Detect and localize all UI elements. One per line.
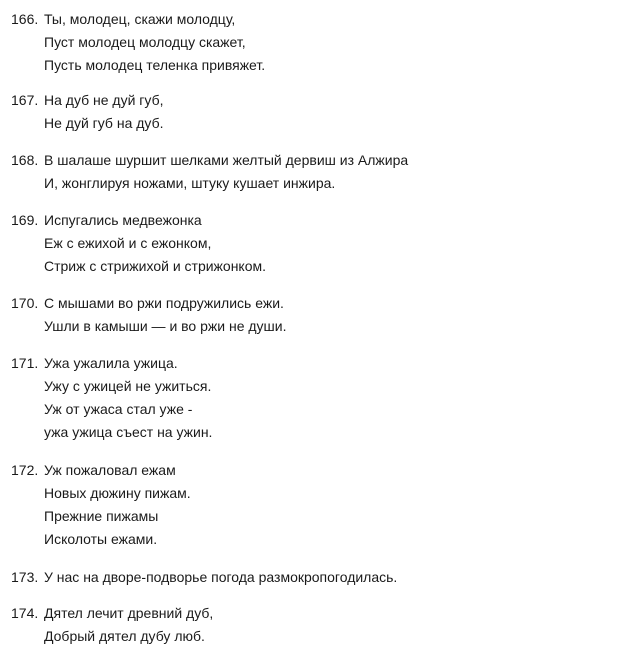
item-number: 171.	[11, 355, 39, 371]
item-text	[44, 292, 286, 338]
item-number: 168.	[11, 152, 39, 168]
item-number: 169.	[11, 212, 39, 228]
item-number: 173.	[11, 569, 39, 585]
text-line: Уж пожаловал ежам	[44, 462, 176, 478]
text-line: На дуб не дуй губ,	[44, 92, 164, 108]
item-number: 170.	[11, 295, 39, 311]
list-item	[11, 8, 265, 77]
text-line: ужа ужица съест на ужин.	[44, 424, 213, 440]
list-item	[11, 459, 191, 551]
text-line: Уж от ужаса стал уже -	[44, 401, 193, 417]
text-line: Ужу с ужицей не ужиться.	[44, 378, 212, 394]
item-text	[44, 8, 265, 77]
list-item	[11, 292, 286, 338]
text-line: Еж с ежихой и с ежонком,	[44, 235, 212, 251]
list-item	[11, 209, 266, 278]
item-text	[44, 89, 163, 135]
item-number: 166.	[11, 11, 39, 27]
item-number: 167.	[11, 92, 39, 108]
text-line: Ужа ужалила ужица.	[44, 355, 178, 371]
list-item	[11, 352, 212, 444]
list-item	[11, 149, 408, 195]
list-item	[11, 602, 213, 648]
text-line: Ты, молодец, скажи молодцу,	[44, 11, 236, 27]
text-line: Стриж с стрижихой и стрижонком.	[44, 258, 267, 274]
text-line: Дятел лечит древний дуб,	[44, 605, 214, 621]
list-item	[11, 566, 397, 589]
text-line: И, жонглируя ножами, штуку кушает инжира.	[44, 175, 336, 191]
item-text	[44, 149, 408, 195]
text-line: Прежние пижамы	[44, 508, 159, 524]
text-line: Добрый дятел дубу люб.	[44, 628, 205, 644]
item-text	[44, 209, 266, 278]
item-text	[44, 602, 213, 648]
text-line: Исколоты ежами.	[44, 531, 158, 547]
item-text	[44, 352, 212, 444]
text-line: Ушли в камыши — и во ржи не души.	[44, 318, 287, 334]
item-number: 172.	[11, 462, 39, 478]
text-line: Новых дюжину пижам.	[44, 485, 191, 501]
text-line: У нас на дворе-подворье погода размокропогодилась.	[44, 569, 398, 585]
text-line: Пусть молодец теленка привяжет.	[44, 57, 266, 73]
text-line: Пуст молодец молодцу скажет,	[44, 34, 246, 50]
text-line: С мышами во ржи подружились ежи.	[44, 295, 284, 311]
item-text	[44, 459, 191, 551]
item-number: 174.	[11, 605, 39, 621]
list-item	[11, 89, 163, 135]
text-line: Не дуй губ на дуб.	[44, 115, 164, 131]
text-line: В шалаше шуршит шелками желтый дервиш из Алжира	[44, 152, 409, 168]
text-line: Испугались медвежонка	[44, 212, 202, 228]
item-text	[44, 566, 397, 589]
